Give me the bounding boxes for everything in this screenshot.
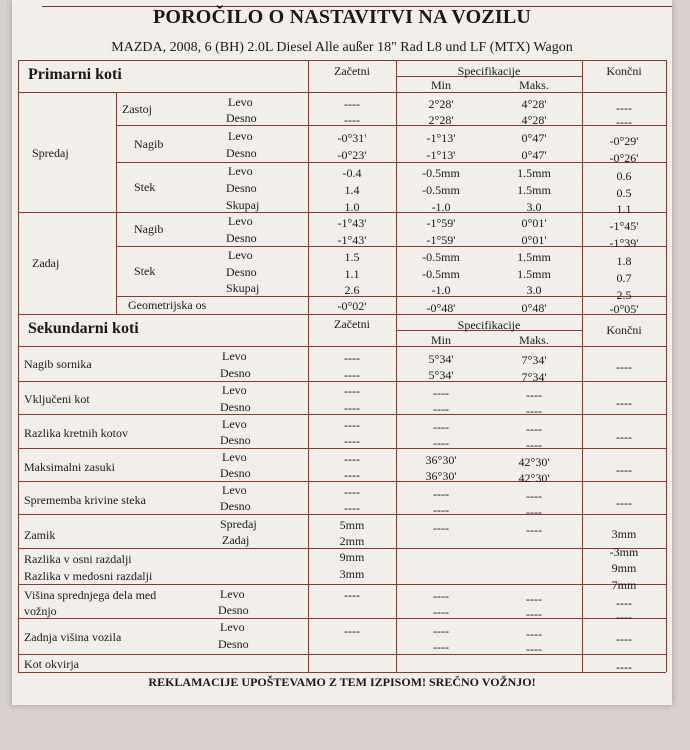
primary-angles-heading: Primarni koti: [28, 66, 122, 83]
value-min: -1°13': [426, 131, 456, 145]
side-label: Levo: [220, 587, 245, 601]
param-caster: Zastoj: [122, 102, 152, 116]
secondary-col-initial: Začetni: [334, 317, 370, 331]
value-max: 1.5mm: [517, 183, 551, 197]
value-initial: ----: [344, 501, 360, 515]
param-toe-rear: Stek: [134, 264, 156, 278]
label-frame-angle: Kot okvirja: [24, 657, 79, 671]
label-track-width-diff: Razlika v osni razdalji: [24, 552, 132, 566]
value-final: 0.7: [616, 271, 632, 285]
secondary-col-min: Min: [430, 333, 451, 347]
value-max: 7°34': [521, 353, 547, 367]
side-label: Skupaj: [226, 281, 260, 295]
value-initial: ----: [344, 351, 360, 365]
value-initial: ----: [344, 113, 360, 127]
value-initial: 1.1: [344, 267, 360, 281]
side-label: Levo: [222, 417, 247, 431]
value-max: 7°34': [521, 370, 547, 384]
value-max: 42°30': [518, 455, 550, 469]
label-wheelbase-diff: Razlika v medosni razdalji: [24, 569, 153, 583]
value-initial: ----: [344, 418, 360, 432]
side-label: Levo: [228, 214, 253, 228]
label-kingpin-inclination: Nagib sornika: [24, 357, 92, 371]
vehicle-description: MAZDA, 2008, 6 (BH) 2.0L Diesel Alle außer 18" Rad L8 und LF (MTX) Wagon: [111, 40, 573, 55]
side-label: Levo: [222, 483, 247, 497]
side-label: Levo: [228, 248, 253, 262]
param-camber-front: Nagib: [134, 137, 164, 151]
value-initial: ----: [344, 485, 360, 499]
label-front-ride-height-1: Višina sprednjega dela med: [24, 588, 157, 602]
label-toe-curve-change: Sprememba krivine steka: [24, 493, 146, 507]
value-final: -0°29': [609, 134, 639, 148]
value-final: ----: [616, 632, 632, 646]
value-initial: -0°23': [337, 148, 367, 162]
value-initial: ----: [344, 624, 360, 638]
value-initial: -0°31': [337, 131, 367, 145]
value-final: ----: [616, 101, 632, 115]
value-final: -0°26': [609, 151, 639, 165]
value-max: ----: [526, 627, 542, 641]
value-min: -0.5mm: [422, 166, 460, 180]
value-max: 4°28': [521, 97, 547, 111]
value-min: -0.5mm: [422, 267, 460, 281]
value-max: 4°28': [521, 113, 547, 127]
value-min: ----: [433, 420, 449, 434]
value-min: -1°13': [426, 148, 456, 162]
value-final: ----: [616, 115, 632, 129]
value-initial: ----: [344, 401, 360, 415]
primary-col-final: Končni: [606, 64, 642, 78]
primary-col-max: Maks.: [519, 78, 549, 92]
value-max: 3.0: [526, 200, 542, 214]
value-min: 2°28': [428, 113, 454, 127]
value-min: 2°28': [428, 97, 454, 111]
label-rear-ride-height: Zadnja višina vozila: [24, 630, 122, 644]
primary-col-spec: Specifikacije: [457, 64, 521, 78]
value-max: ----: [526, 523, 542, 537]
value-initial: 2mm: [339, 534, 365, 548]
value-min: 5°34': [428, 352, 454, 366]
value-initial: ----: [344, 384, 360, 398]
value-final: ----: [616, 610, 632, 624]
value-initial: 1.4: [344, 183, 360, 197]
value-max: 1.5mm: [517, 250, 551, 264]
alignment-report-sheet: [12, 0, 672, 705]
value-final: ----: [616, 463, 632, 477]
side-label: Levo: [222, 383, 247, 397]
grid-line: [18, 60, 19, 672]
value-min: ----: [433, 521, 449, 535]
value-min: 36°30': [425, 453, 457, 467]
grid-line: [666, 60, 667, 672]
value-initial: ----: [344, 468, 360, 482]
value-max: ----: [526, 438, 542, 452]
value-min: ----: [433, 487, 449, 501]
value-max: 3.0: [526, 283, 542, 297]
side-label: Levo: [222, 450, 247, 464]
value-final: 0.5: [616, 186, 632, 200]
value-initial: 9mm: [339, 550, 365, 564]
value-initial: ----: [344, 434, 360, 448]
value-initial: -0.4: [342, 166, 362, 180]
value-min: ----: [433, 402, 449, 416]
value-max: ----: [526, 489, 542, 503]
value-max: 0°47': [521, 148, 547, 162]
side-label: Desno: [220, 466, 251, 480]
value-final: 2.5: [616, 288, 632, 302]
value-min: -1.0: [431, 283, 451, 297]
value-initial: 3mm: [339, 567, 365, 581]
value-max: 0°48': [521, 301, 547, 315]
side-label: Desno: [218, 603, 249, 617]
side-label: Desno: [220, 499, 251, 513]
side-label: Desno: [226, 181, 257, 195]
value-min: ----: [433, 589, 449, 603]
side-label: Desno: [226, 231, 257, 245]
value-final: ----: [616, 360, 632, 374]
value-initial: 1.5: [344, 250, 360, 264]
value-final: 3mm: [611, 527, 637, 541]
value-min: 5°34': [428, 368, 454, 382]
value-min: ----: [433, 605, 449, 619]
side-label: Levo: [222, 349, 247, 363]
value-max: ----: [526, 422, 542, 436]
value-min: ----: [433, 640, 449, 654]
side-label: Desno: [220, 400, 251, 414]
value-min: -1.0: [431, 200, 451, 214]
label-setback: Zamik: [24, 528, 56, 542]
grid-line: [18, 672, 666, 673]
label-included-angle: Vključeni kot: [24, 392, 90, 406]
value-initial: ----: [344, 368, 360, 382]
value-min: -0.5mm: [422, 183, 460, 197]
secondary-angles-heading: Sekundarni koti: [28, 320, 139, 337]
value-min: ----: [433, 436, 449, 450]
side-label: Desno: [220, 366, 251, 380]
value-final: 7mm: [611, 578, 637, 592]
side-label: Desno: [220, 433, 251, 447]
value-final: -1°39': [609, 236, 639, 250]
value-max: ----: [526, 505, 542, 519]
side-label: Levo: [228, 95, 253, 109]
param-camber-rear: Nagib: [134, 222, 164, 236]
label-toe-out-on-turns: Razlika kretnih kotov: [24, 426, 128, 440]
value-initial: -1°43': [337, 216, 367, 230]
value-final: -1°45': [609, 219, 639, 233]
value-final: ----: [616, 396, 632, 410]
grid-line: [116, 92, 117, 314]
value-initial: 1.0: [344, 200, 360, 214]
value-final: -0°05': [609, 302, 639, 316]
secondary-col-spec: Specifikacije: [457, 318, 521, 332]
value-max: 1.5mm: [517, 267, 551, 281]
value-final: ----: [616, 430, 632, 444]
side-label: Skupaj: [226, 198, 260, 212]
value-max: ----: [526, 642, 542, 656]
value-initial: ----: [344, 452, 360, 466]
value-max: ----: [526, 388, 542, 402]
side-label: Levo: [228, 164, 253, 178]
side-label: Desno: [226, 111, 257, 125]
primary-col-min: Min: [430, 78, 451, 92]
value-final: ----: [616, 496, 632, 510]
side-label: Zadaj: [222, 533, 250, 547]
param-toe-front: Stek: [134, 180, 156, 194]
side-label: Spredaj: [220, 517, 257, 531]
value-min: -1°59': [426, 216, 456, 230]
value-initial: 2.6: [344, 283, 360, 297]
value-final: -3mm: [609, 545, 639, 559]
value-min: -0°48': [426, 301, 456, 315]
report-footer: REKLAMACIJE UPOŠTEVAMO Z TEM IZPISOM! SREČNO VOŽNJO!: [148, 675, 536, 689]
value-min: 36°30': [425, 469, 457, 483]
grid-line: [18, 60, 666, 61]
label-max-steering: Maksimalni zasuki: [24, 460, 115, 474]
side-label: Levo: [228, 129, 253, 143]
value-min: ----: [433, 503, 449, 517]
value-max: ----: [526, 607, 542, 621]
value-max: ----: [526, 592, 542, 606]
value-initial: -0°02': [337, 299, 367, 313]
secondary-col-max: Maks.: [519, 333, 549, 347]
value-initial: -1°43': [337, 233, 367, 247]
value-final: 9mm: [611, 561, 637, 575]
value-min: -0.5mm: [422, 250, 460, 264]
param-thrust-axis: Geometrijska os: [128, 298, 207, 312]
grid-line: [18, 548, 666, 549]
value-final: 0.6: [616, 169, 632, 183]
value-initial: ----: [344, 97, 360, 111]
secondary-col-final: Končni: [606, 323, 642, 337]
grid-line: [18, 584, 666, 585]
value-initial: ----: [344, 588, 360, 602]
value-final: 1.1: [616, 202, 632, 216]
report-title: POROČILO O NASTAVITVI NA VOZILU: [152, 6, 532, 28]
value-max: 0°01': [521, 233, 547, 247]
value-final: ----: [616, 660, 632, 674]
value-max: 0°47': [521, 131, 547, 145]
value-max: 1.5mm: [517, 166, 551, 180]
value-min: ----: [433, 624, 449, 638]
group-rear: Zadaj: [32, 256, 60, 270]
side-label: Desno: [226, 265, 257, 279]
value-final: 1.8: [616, 254, 632, 268]
group-front: Spredaj: [32, 146, 69, 160]
side-label: Desno: [226, 146, 257, 160]
value-initial: 5mm: [339, 518, 365, 532]
label-front-ride-height-2: vožnjo: [24, 604, 57, 618]
value-final: ----: [616, 596, 632, 610]
side-label: Desno: [218, 637, 249, 651]
side-label: Levo: [220, 620, 245, 634]
value-max: ----: [526, 404, 542, 418]
value-min: ----: [433, 386, 449, 400]
primary-col-initial: Začetni: [334, 64, 370, 78]
value-max: 0°01': [521, 216, 547, 230]
value-max: 42°30': [518, 471, 550, 485]
value-min: -1°59': [426, 233, 456, 247]
